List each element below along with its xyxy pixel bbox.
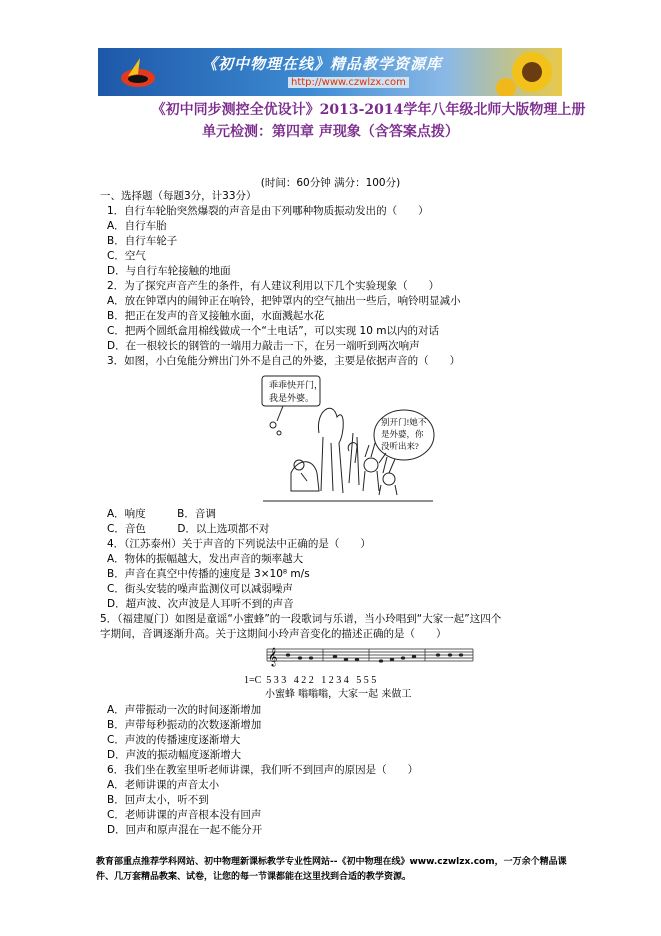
- footer-line2: 件、几万套精品教案、试卷，让您的每一节课都能在这里找到合适的教学资源。: [96, 872, 412, 882]
- header-banner: [98, 48, 562, 96]
- sunflower-icon: [496, 48, 556, 96]
- question-6-option-c: C．老师讲课的声音根本没有回声: [107, 809, 262, 821]
- question-5-option-a: A．声带振动一次的时间逐渐增加: [107, 704, 262, 716]
- question-2-option-c: C．把两个圆纸盒用棉线做成一个“土电话”，可以实现 10 m以内的对话: [107, 325, 439, 337]
- question-4-option-d: D．超声波、次声波是人耳听不到的声音: [107, 598, 294, 610]
- exam-meta: (时间：60分钟 满分：100分): [260, 177, 401, 189]
- question-5-option-b: B．声带每秒振动的次数逐渐增加: [107, 719, 262, 731]
- music-score: [243, 645, 479, 701]
- question-6-option-b: B．回声太小，听不到: [107, 794, 209, 806]
- bubble-right-line2: 是外婆，你: [381, 429, 424, 439]
- question-6-stem: 6．我们坐在教室里听老师讲课，我们听不到回声的原因是（ ）: [107, 764, 419, 776]
- page-footer: [96, 855, 576, 885]
- question-2-stem: 2．为了探究声音产生的条件，有人建议利用以下几个实验现象（ ）: [107, 280, 440, 292]
- document-title-line1: 《初中同步测控全优设计》2013-2014学年八年级北师大版物理上册: [151, 102, 586, 118]
- bubble-right-line3: 没听出来?: [381, 441, 419, 451]
- question-3-options-row2: C．音色 D．以上选项都不对: [107, 523, 270, 535]
- question-1-option-a: A．自行车胎: [107, 220, 167, 232]
- question-1-option-b: B．自行车轮子: [107, 235, 178, 247]
- question-2-option-d: D．在一根较长的钢管的一端用力敲击一下，在另一端听到两次响声: [107, 340, 420, 352]
- wolf-rabbit-illustration: [261, 373, 435, 505]
- question-5-option-d: D．声波的振动幅度逐渐增大: [107, 749, 242, 761]
- bubble-left-line2: 我是外婆。: [269, 393, 315, 403]
- score-notation: 1=C 5 3 3 4 2 2 1 2 3 4 5 5 5: [244, 675, 377, 686]
- bubble-right-line1: 别开门!她不: [381, 417, 427, 427]
- question-1-option-d: D．与自行车轮接触的地面: [107, 265, 231, 277]
- section-heading: 一、选择题（每题3分，计33分）: [100, 190, 257, 202]
- question-5-option-c: C．声波的传播速度逐渐增大: [107, 734, 241, 746]
- score-lyrics: 小蜜蜂 嗡嗡嗡，大家一起 来做工: [265, 689, 412, 700]
- question-3-options-row1: A．响度 B．音调: [107, 508, 216, 520]
- footer-line1: 教育部重点推荐学科网站、初中物理新课标教学专业性网站--《初中物理在线》www.czwlzx.com，一万余个精品课: [96, 857, 567, 867]
- question-4-option-b: B．声音在真空中传播的速度是 3×10⁸ m/s: [107, 568, 310, 580]
- question-4-option-c: C．街头安装的噪声监测仪可以减弱噪声: [107, 583, 293, 595]
- question-1-stem: 1．自行车轮胎突然爆裂的声音是由下列哪种物质振动发出的（ ）: [107, 205, 429, 217]
- question-4-stem: 4．（江苏泰州）关于声音的下列说法中正确的是（ ）: [107, 538, 371, 550]
- treble-clef-icon: 𝄞: [268, 647, 278, 666]
- question-6-option-d: D．回声和原声混在一起不能分开: [107, 824, 263, 836]
- question-3-stem: 3．如图，小白兔能分辨出门外不是自己的外婆，主要是依据声音的（ ）: [107, 355, 461, 367]
- question-6-option-a: A．老师讲课的声音太小: [107, 779, 220, 791]
- question-4-option-a: A．物体的振幅越大，发出声音的频率越大: [107, 553, 304, 565]
- question-2-option-b: B．把正在发声的音叉接触水面，水面溅起水花: [107, 310, 325, 322]
- banner-url[interactable]: http://www.czwlzx.com: [288, 77, 409, 88]
- banner-title: 《初中物理在线》精品教学资源库: [202, 55, 443, 73]
- question-1-option-c: C．空气: [107, 250, 146, 262]
- bubble-left-line1: 乖乖快开门，: [269, 380, 324, 390]
- document-title-line2: 单元检测：第四章 声现象（含答案点拨）: [202, 124, 459, 140]
- logo-icon: [118, 54, 158, 90]
- question-5-stem-line1: 5．（福建厦门）如图是童谣“小蜜蜂”的一段歌词与乐谱，当小玲唱到“大家一起”这四个: [100, 613, 502, 625]
- question-2-option-a: A．放在钟罩内的闹钟正在响铃，把钟罩内的空气抽出一些后，响铃明显减小: [107, 295, 461, 307]
- question-5-stem-line2: 字期间，音调逐渐升高。关于这期间小玲声音变化的描述正确的是（ ）: [100, 628, 447, 640]
